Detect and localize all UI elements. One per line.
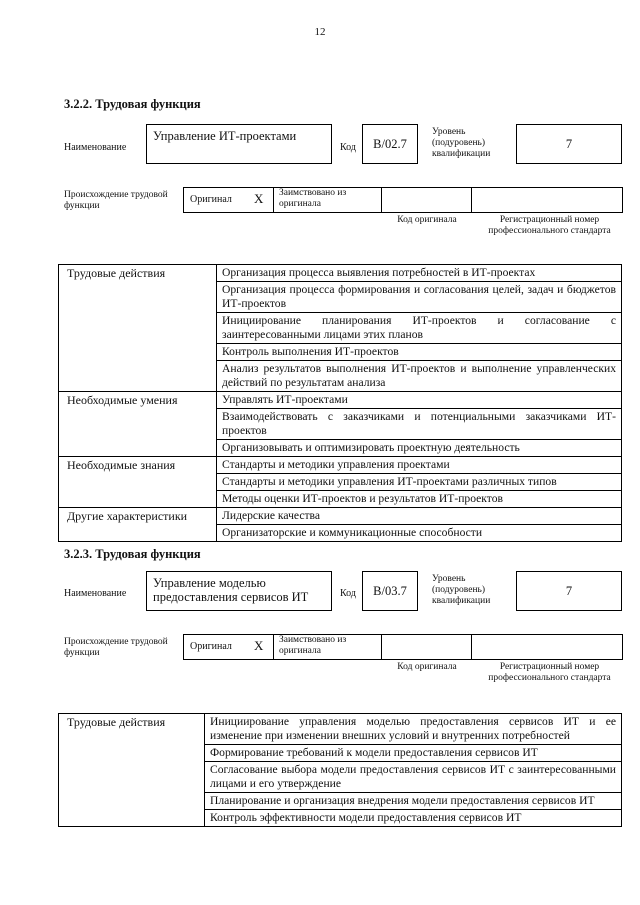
item-cell: Лидерские качества [217, 508, 622, 525]
item-cell: Формирование требований к модели предоставления сервисов ИТ [205, 745, 622, 762]
level-label: Уровень (подуровень) квалификации [432, 574, 491, 606]
original-mark: X [254, 638, 264, 653]
item-cell: Организовывать и оптимизировать проектную деятельность [217, 440, 622, 457]
item-cell: Стандарты и методики управления ИТ-проектами различных типов [217, 474, 622, 491]
code-original-caption: Код оригинала [397, 215, 457, 225]
table-row [59, 714, 622, 745]
item-cell: Контроль эффективности модели предоставления сервисов ИТ [205, 810, 622, 827]
item-cell: Анализ результатов выполнения ИТ-проектов и выполнение управленческих действий по результатам анализа [217, 361, 622, 392]
origin-grid [183, 187, 623, 213]
grid-divider [273, 634, 274, 660]
code-value-box: B/03.7 [362, 571, 418, 611]
table-row [59, 508, 622, 525]
category-cell: Трудовые действия [59, 714, 205, 827]
grid-divider [381, 634, 382, 660]
item-cell: Инициирование управления моделью предоставления сервисов ИТ и ее изменение при изменении внешних условий и внутренних потребностей [205, 714, 622, 745]
section-title: 3.2.3. Трудовая функция [64, 547, 201, 561]
section-title: 3.2.2. Трудовая функция [64, 97, 201, 111]
level-value-box: 7 [516, 124, 622, 164]
category-cell: Другие характеристики [59, 508, 217, 542]
table-row [59, 457, 622, 474]
borrowed-label: Заимствовано из оригинала [279, 188, 347, 209]
original-label: Оригинал [190, 194, 232, 205]
level-label: Уровень (подуровень) квалификации [432, 127, 491, 159]
level-value-box: 7 [516, 571, 622, 611]
item-cell: Методы оценки ИТ-проектов и результатов ИТ-проектов [217, 491, 622, 508]
origin-grid [183, 634, 623, 660]
function-name-box: Управление ИТ-проектами [146, 124, 332, 164]
category-cell: Необходимые знания [59, 457, 217, 508]
item-cell: Контроль выполнения ИТ-проектов [217, 344, 622, 361]
reg-number-caption: Регистрационный номер профессионального стандарта [488, 215, 611, 236]
grid-divider [273, 187, 274, 213]
table-row [59, 265, 622, 282]
origin-label: Происхождение трудовой функции [64, 637, 168, 658]
item-cell: Организация процесса выявления потребностей в ИТ-проектах [217, 265, 622, 282]
item-cell: Взаимодействовать с заказчиками и потенциальными заказчиками ИТ-проектов [217, 409, 622, 440]
code-label: Код [340, 142, 356, 153]
grid-divider [471, 634, 472, 660]
function-name-box: Управление моделью предоставления сервисов ИТ [146, 571, 332, 611]
name-label: Наименование [64, 142, 127, 153]
code-original-caption: Код оригинала [397, 662, 457, 672]
grid-divider [381, 187, 382, 213]
item-cell: Согласование выбора модели предоставления сервисов ИТ с заинтересованными лицами и его утверждение [205, 762, 622, 793]
item-cell: Планирование и организация внедрения модели предоставления сервисов ИТ [205, 793, 622, 810]
item-cell: Стандарты и методики управления проектами [217, 457, 622, 474]
labor-functions-table [58, 264, 622, 542]
origin-label: Происхождение трудовой функции [64, 190, 168, 211]
code-value-box: B/02.7 [362, 124, 418, 164]
category-cell: Трудовые действия [59, 265, 217, 392]
labor-functions-table [58, 713, 622, 827]
name-label: Наименование [64, 588, 127, 599]
code-label: Код [340, 588, 356, 599]
original-mark: X [254, 191, 264, 206]
table-row [59, 392, 622, 409]
grid-divider [471, 187, 472, 213]
original-label: Оригинал [190, 641, 232, 652]
category-cell: Необходимые умения [59, 392, 217, 457]
item-cell: Управлять ИТ-проектами [217, 392, 622, 409]
item-cell: Организация процесса формирования и согласования целей, задач и бюджетов ИТ-проектов [217, 282, 622, 313]
reg-number-caption: Регистрационный номер профессионального стандарта [488, 662, 611, 683]
item-cell: Инициирование планирования ИТ-проектов и согласование с заинтересованными лицами этих планов [217, 313, 622, 344]
item-cell: Организаторские и коммуникационные способности [217, 525, 622, 542]
page-number: 12 [314, 26, 326, 38]
borrowed-label: Заимствовано из оригинала [279, 635, 347, 656]
